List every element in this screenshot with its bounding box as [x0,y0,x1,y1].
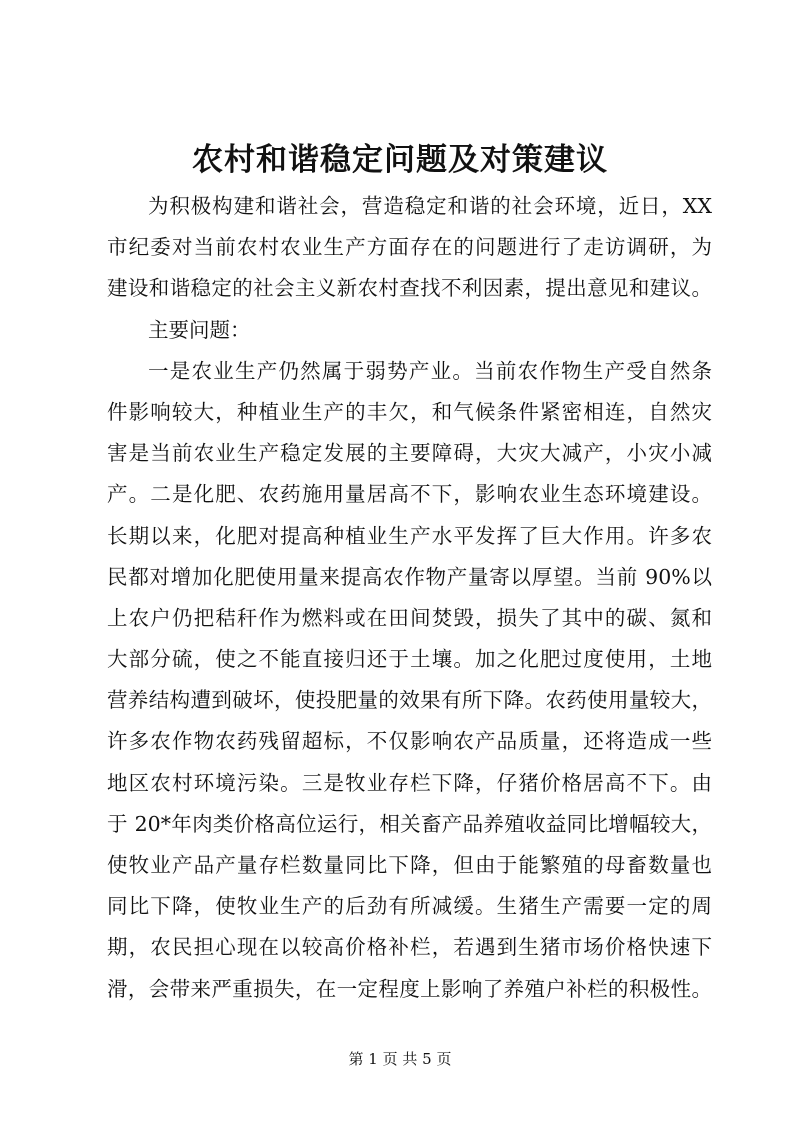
paragraph-line: 同比下降，使牧业生产的后劲有所减缓。生猪生产需要一定的周 [107,894,712,919]
paragraph-intro-line: 建设和谐稳定的社会主义新农村查找不利因素，提出意见和建议。 [107,276,712,301]
section-heading: 主要问题： [148,317,251,342]
paragraph-intro-line: 为积极构建和谐社会，营造稳定和谐的社会环境，近日，XX [148,194,712,218]
paragraph-line: 大部分硫，使之不能直接归还于土壤。加之化肥过度使用，土地 [107,647,712,672]
page-title: 农村和谐稳定问题及对策建议 [192,142,608,178]
paragraph-line: 上农户仍把秸秆作为燃料或在田间焚毁，损失了其中的碳、氮和 [107,605,712,630]
paragraph-line: 产。二是化肥、农药施用量居高不下，影响农业生态环境建设。 [107,482,712,507]
paragraph-line: 件影响较大，种植业生产的丰欠，和气候条件紧密相连，自然灾 [107,399,712,424]
paragraph-line: 营养结构遭到破坏，使投肥量的效果有所下降。农药使用量较大， [107,688,712,713]
paragraph-line: 长期以来，化肥对提高种植业生产水平发挥了巨大作用。许多农 [107,523,712,548]
paragraph-line: 滑，会带来严重损失，在一定程度上影响了养殖户补栏的积极性。 [107,976,712,1001]
paragraph-line: 害是当前农业生产稳定发展的主要障碍，大灾大减产，小灾小减 [107,441,712,466]
paragraph-line: 于 20*年肉类价格高位运行，相关畜产品养殖收益同比增幅较大， [107,811,712,836]
paragraph-line: 民都对增加化肥使用量来提高农作物产量寄以厚望。当前 90%以 [107,564,712,589]
paragraph-line: 使牧业产品产量存栏数量同比下降，但由于能繁殖的母畜数量也 [107,853,712,877]
paragraph-line: 期，农民担心现在以较高价格补栏，若遇到生猪市场价格快速下 [107,935,712,960]
paragraph-line: 许多农作物农药残留超标，不仅影响农产品质量，还将造成一些 [107,729,712,754]
paragraph-intro-line: 市纪委对当前农村农业生产方面存在的问题进行了走访调研，为 [107,235,712,260]
document-body [107,186,712,1010]
paragraph-line: 地区农村环境污染。三是牧业存栏下降，仔猪价格居高不下。由 [107,770,712,795]
page-number-footer: 第 1 页 共 5 页 [348,1050,452,1068]
paragraph-line: 一是农业生产仍然属于弱势产业。当前农作物生产受自然条 [148,358,712,383]
